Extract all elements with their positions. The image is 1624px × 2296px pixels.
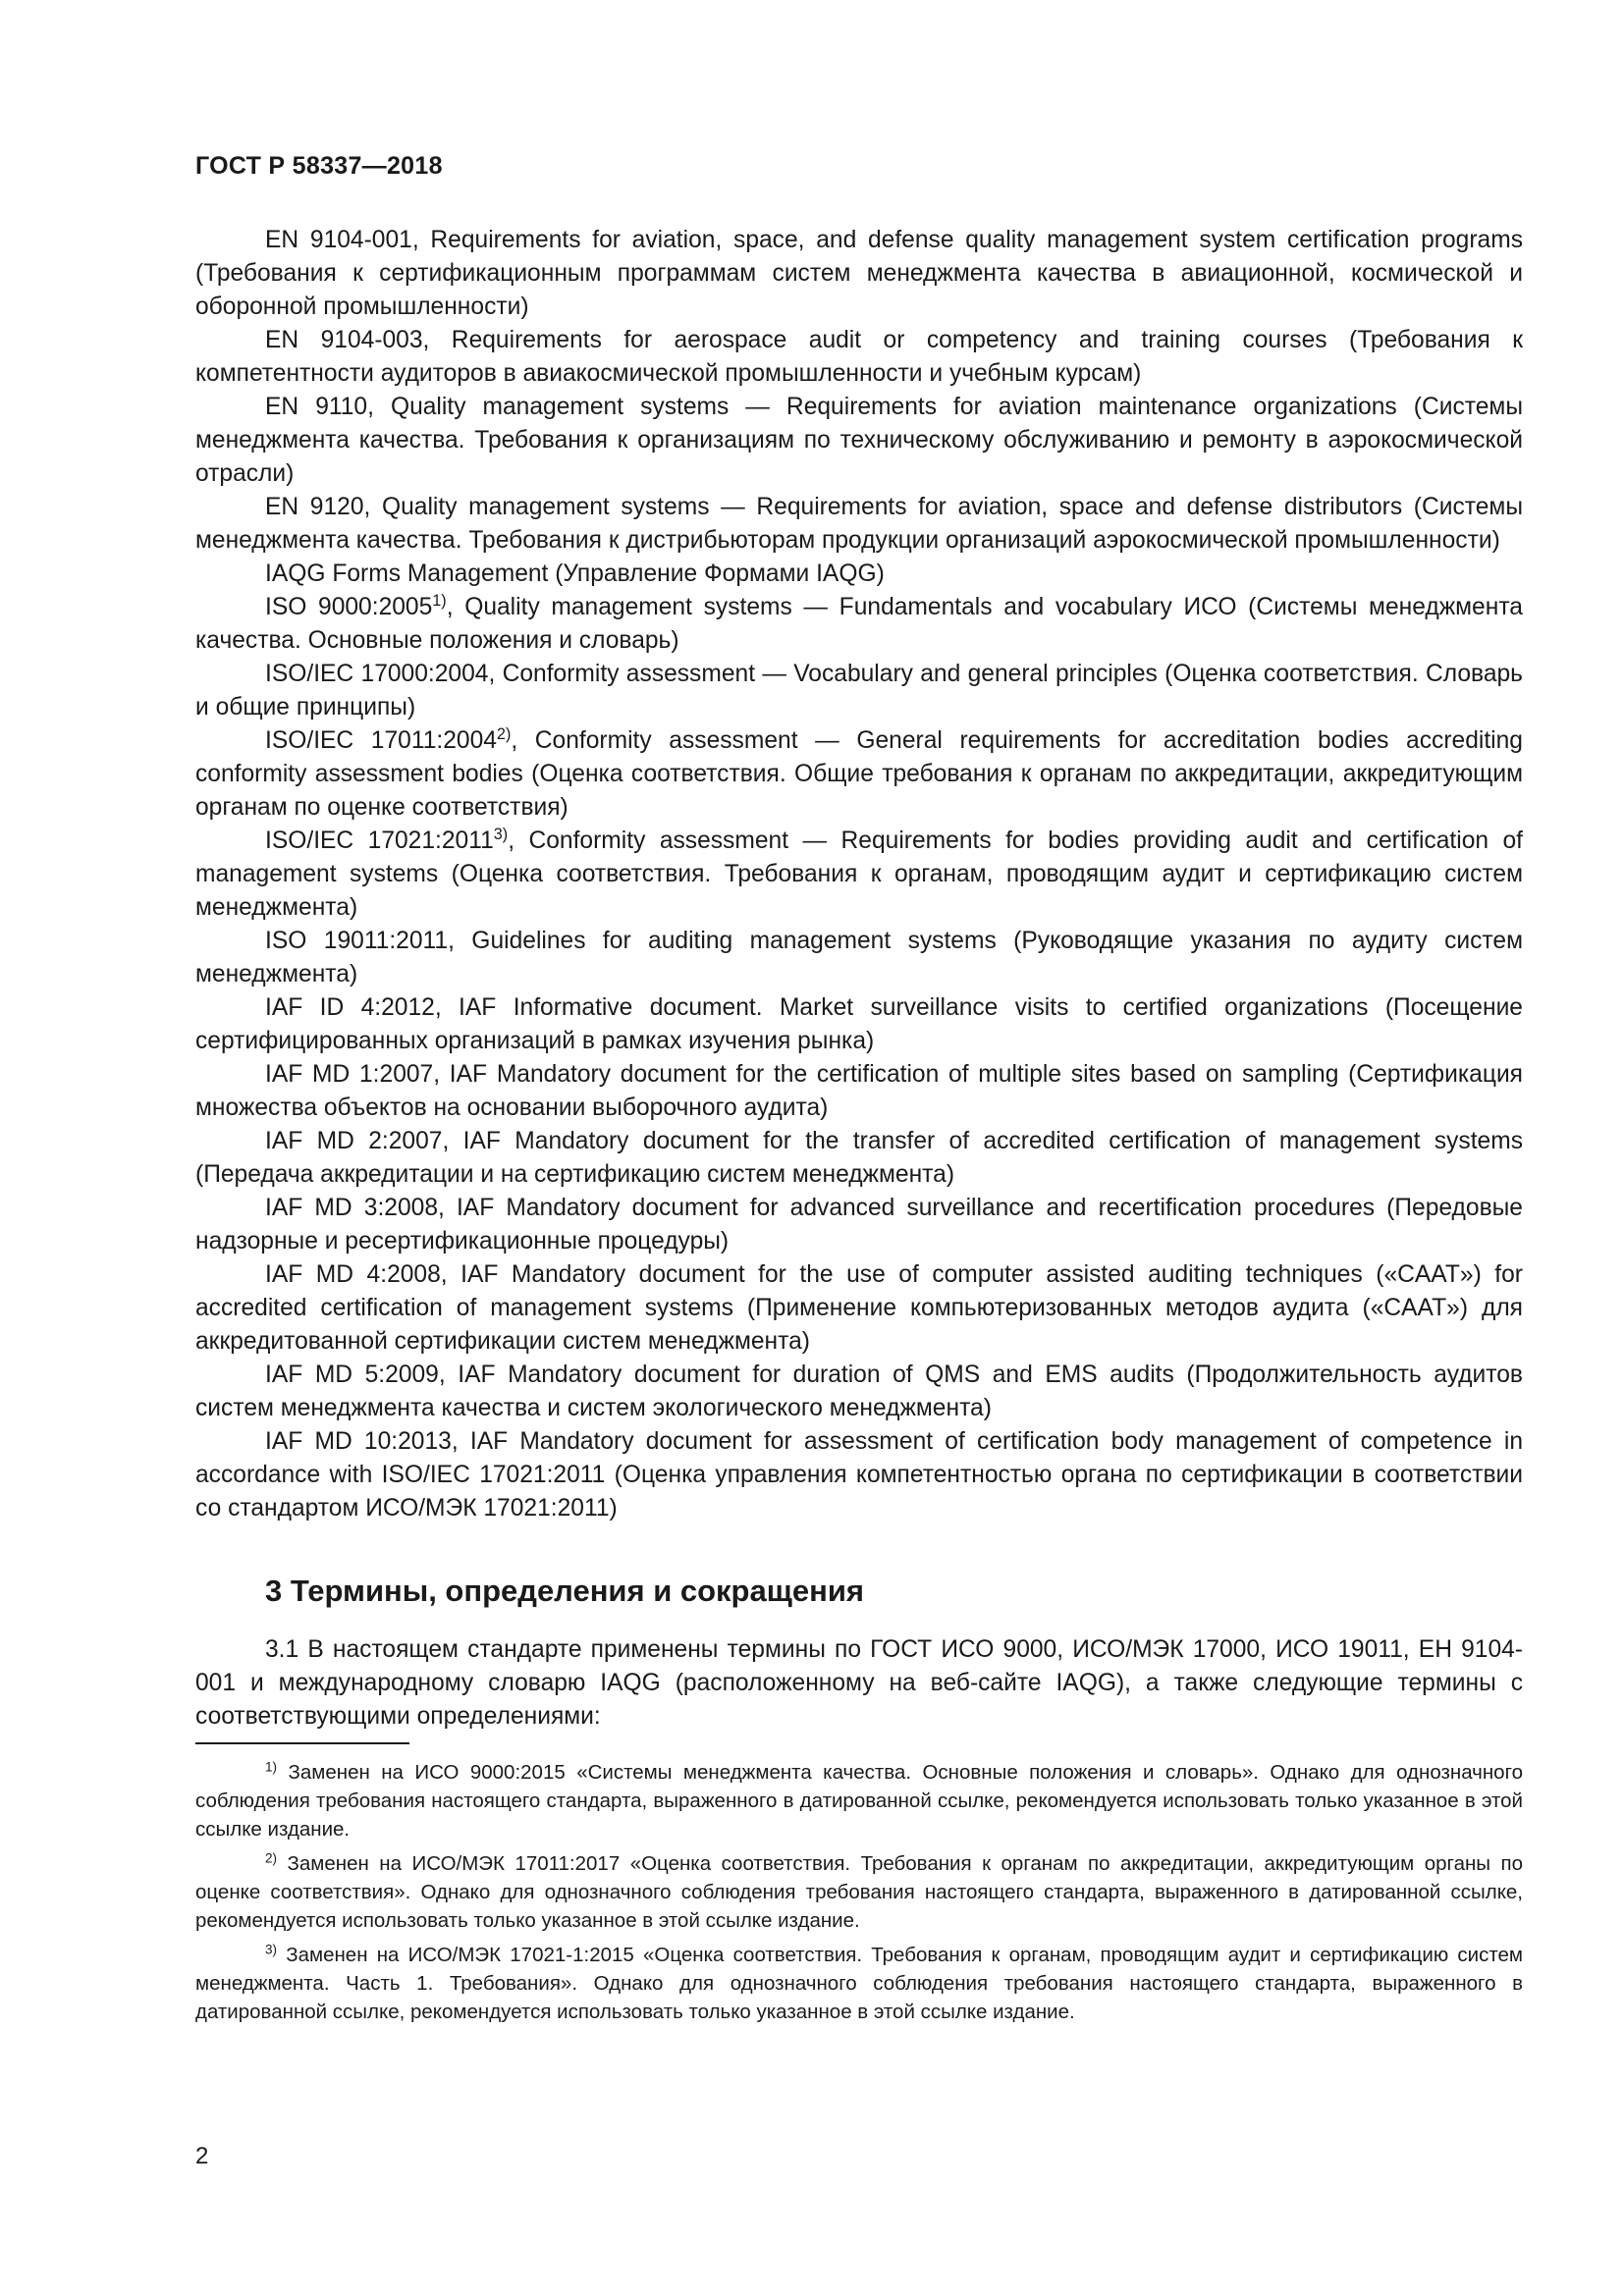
footnote-mark: 1) <box>265 1759 278 1775</box>
section-heading: 3 Термины, определения и сокращения <box>265 1574 864 1608</box>
footnotes <box>195 1758 1523 2032</box>
document-header: ГОСТ Р 58337—2018 <box>195 152 443 180</box>
footnote: $^{1)}$ Заменен на ИСО 9000:2015 «Системы менеджмента качества. Основные положения и словарь». Однако для однозначного соблюдения требования настоящего стандарта, выраженного в датированной ссылке, рекомендуется использовать только указанное в этой ссылке издание. <box>195 1759 1523 1841</box>
reference-entry: IAF MD 1:2007, IAF Mandatory document for the certification of multiple sites based on sampling (Сертификация множества объектов на основании выборочного аудита) <box>195 1061 1523 1121</box>
footnote-mark: 2) <box>265 1850 278 1866</box>
section-intro <box>195 1633 1523 1734</box>
normative-references <box>195 224 1523 1525</box>
footnote-ref: 2) <box>496 725 512 744</box>
reference-entry: ISO/IEC 17011:2004$^{2)}$, Conformity assessment — General requirements for accreditation bodies accrediting conformity assessment bodies (Оценка соответствия. Общие требования к органам по аккредитации, аккредитующим органам по оценке соответствия) <box>195 725 1523 821</box>
reference-entry: ISO 19011:2011, Guidelines for auditing management systems (Руководящие указания по аудиту систем менеджмента) <box>195 928 1523 988</box>
reference-entry: IAF MD 10:2013, IAF Mandatory document for assessment of certification body management of competence in accordance with ISO/IEC 17021:2011 (Оценка управления компетентностью органа по сертификации в соответствии со стандартом ИСО/МЭК 17021:2011) <box>195 1428 1523 1522</box>
footnote-separator <box>195 1742 409 1744</box>
reference-entry: IAF MD 2:2007, IAF Mandatory document for the transfer of accredited certification of management systems (Передача аккредитации и на сертификацию систем менеджмента) <box>195 1128 1523 1188</box>
page-number: 2 <box>195 2143 209 2169</box>
reference-entry: IAF ID 4:2012, IAF Informative document. Market surveillance visits to certified organizations (Посещение сертифицированных организаций в рамках изучения рынка) <box>195 994 1523 1054</box>
reference-entry: IAF MD 5:2009, IAF Mandatory document for duration of QMS and EMS audits (Продолжительность аудитов систем менеджмента качества и систем экологического менеджмента) <box>195 1362 1523 1421</box>
reference-entry: ISO/IEC 17021:2011$^{3)}$, Conformity assessment — Requirements for bodies providing audit and certification of management systems (Оценка соответствия. Требования к органам, проводящим аудит и сертификацию систем менеджмента) <box>195 826 1524 921</box>
footnote: $^{2)}$ Заменен на ИСО/МЭК 17011:2017 «Оценка соответствия. Требования к органам по аккредитации, аккредитующим органы по оценке соответствия». Однако для однозначного соблюдения требования настоящего стандарта, выраженного в датированной ссылке, рекомендуется использовать только указанное в этой ссылке издание. <box>195 1850 1523 1932</box>
reference-entry: EN 9104-003, Requirements for aerospace audit or competency and training courses (Требования к компетентности аудиторов в авиакосмической промышленности и учебным курсам) <box>195 327 1523 387</box>
footnote-mark: 3) <box>265 1942 278 1957</box>
reference-entry: EN 9110, Quality management systems — Requirements for aviation maintenance organizations (Системы менеджмента качества. Требования к организациям по техническому обслуживанию и ремонту в аэрокосмической отрасли) <box>195 394 1523 487</box>
reference-entry: ISO/IEC 17000:2004, Conformity assessment — Vocabulary and general principles (Оценка соответствия. Словарь и общие принципы) <box>195 661 1523 721</box>
footnote: $^{3)}$ Заменен на ИСО/МЭК 17021-1:2015 «Оценка соответствия. Требования к органам, проводящим аудит и сертификацию систем менеджмента. Часть 1. Требования». Однако для однозначного соблюдения требования настоящего стандарта, выраженного в датированной ссылке, рекомендуется использовать только указанное в этой ссылке издание. <box>195 1942 1523 2023</box>
footnote-ref: 3) <box>493 826 509 844</box>
reference-entry: ISO 9000:2005$^{1)}$, Quality management systems — Fundamentals and vocabulary ИСО (Системы менеджмента качества. Основные положения и словарь) <box>195 592 1523 654</box>
reference-entry: EN 9104-001, Requirements for aviation, space, and defense quality management system certification programs (Требования к сертификационным программам систем менеджмента качества в авиационной, космической и оборонной промышленности) <box>195 227 1523 320</box>
reference-entry: EN 9120, Quality management systems — Requirements for aviation, space and defense distributors (Системы менеджмента качества. Требования к дистрибьюторам продукции организаций аэрокосмической промышленности) <box>195 494 1523 554</box>
reference-entry: IAQG Forms Management (Управление Формами IAQG) <box>265 561 885 587</box>
intro-paragraph: 3.1 В настоящем стандарте применены термины по ГОСТ ИСО 9000, ИСО/МЭК 17000, ИСО 19011, ЕН 9104-001 и международному словарю IAQG (расположенному на веб-сайте IAQG), а также следующие термины с соответствующими определениями: <box>195 1636 1523 1730</box>
reference-entry: IAF MD 4:2008, IAF Mandatory document for the use of computer assisted auditing techniques («CAAT») for accredited certification of management systems (Применение компьютеризованных методов аудита («CAAT») для аккредитованной сертификации систем менеджмента) <box>195 1261 1523 1355</box>
footnote-ref: 1) <box>432 592 447 611</box>
reference-entry: IAF MD 3:2008, IAF Mandatory document for advanced surveillance and recertification procedures (Передовые надзорные и ресертификационные процедуры) <box>195 1195 1523 1255</box>
